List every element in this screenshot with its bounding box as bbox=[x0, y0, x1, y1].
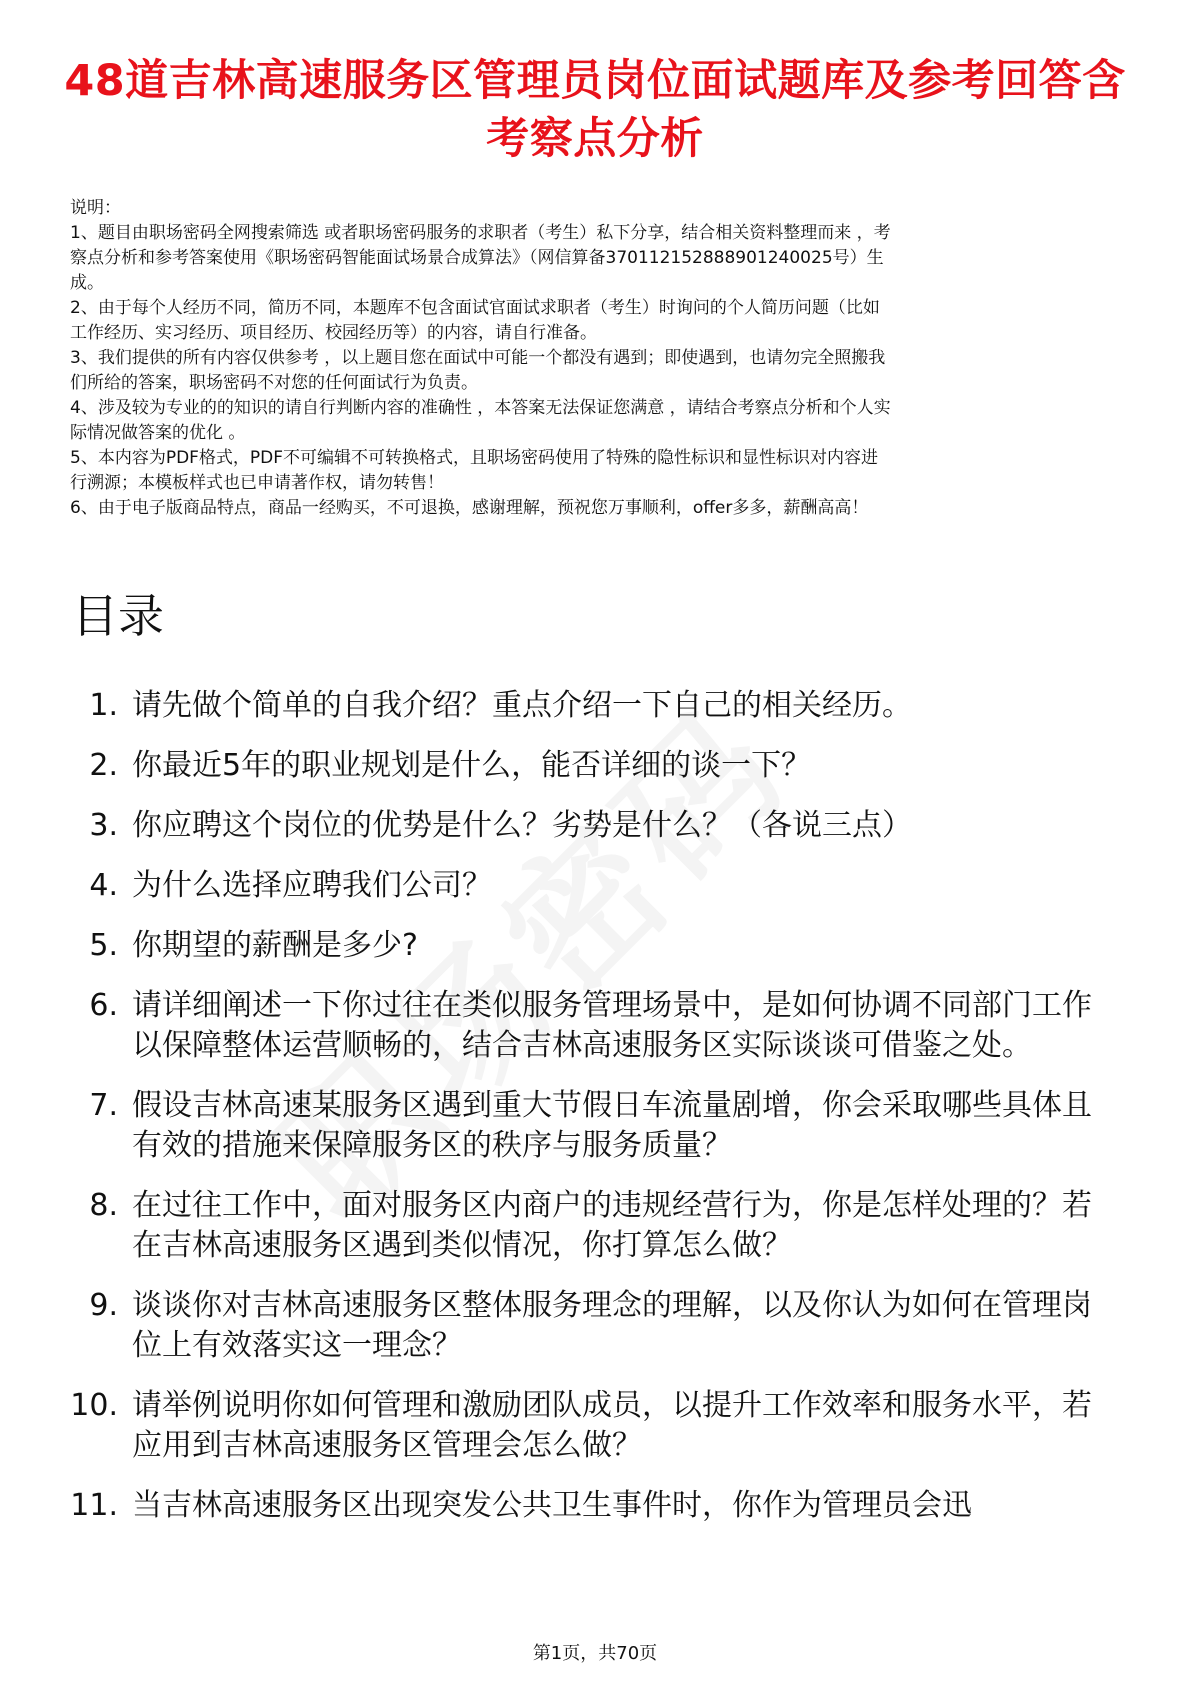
notes-line: 行溯源；本模板样式也已申请著作权，请勿转售！ bbox=[70, 473, 444, 493]
toc-item[interactable] bbox=[60, 746, 1120, 786]
toc-item-text: 谈谈你对吉林高速服务区整体服务理念的理解，以及你认为如何在管理岗位上有效落实这一理念？ bbox=[132, 1288, 1092, 1363]
toc-item-number: 7. bbox=[89, 1088, 118, 1123]
toc-item[interactable] bbox=[60, 1186, 1120, 1266]
toc-item-number: 3. bbox=[89, 808, 118, 843]
notes-line: 们所给的答案，职场密码不对您的任何面试行为负责。 bbox=[70, 373, 478, 393]
toc-item-number: 10. bbox=[70, 1388, 118, 1423]
toc-item-text: 当吉林高速服务区出现突发公共卫生事件时，你作为管理员会迅 bbox=[132, 1488, 972, 1523]
toc-item[interactable] bbox=[60, 1286, 1120, 1366]
notes-section bbox=[70, 196, 1115, 521]
notes-line: 察点分析和参考答案使用《职场密码智能面试场景合成算法》（网信算备370112152888901240025号）生 bbox=[70, 248, 884, 268]
notes-line: 2、由于每个人经历不同，简历不同，本题库不包含面试官面试求职者（考生）时询问的个人简历问题（比如 bbox=[70, 298, 880, 318]
toc-item-text: 你最近5年的职业规划是什么，能否详细的谈一下？ bbox=[132, 748, 812, 783]
toc-item[interactable] bbox=[60, 866, 1120, 906]
toc-item-text: 请先做个简单的自我介绍？重点介绍一下自己的相关经历。 bbox=[132, 688, 912, 723]
notes-line: 5、本内容为PDF格式，PDF不可编辑不可转换格式，且职场密码使用了特殊的隐性标识和显性标识对内容进 bbox=[70, 448, 879, 468]
toc-item-text: 在过往工作中，面对服务区内商户的违规经营行为，你是怎样处理的？若在吉林高速服务区遇到类似情况，你打算怎么做？ bbox=[132, 1188, 1092, 1263]
toc-item-number: 8. bbox=[89, 1188, 118, 1223]
toc-item[interactable] bbox=[60, 1486, 1120, 1526]
toc-item-number: 5. bbox=[89, 928, 118, 963]
page-footer: 第1页，共70页 bbox=[532, 1643, 658, 1664]
toc-item[interactable] bbox=[60, 1386, 1120, 1466]
notes-line: 成。 bbox=[70, 273, 104, 293]
toc-item-text: 假设吉林高速某服务区遇到重大节假日车流量剧增，你会采取哪些具体且有效的措施来保障服务区的秩序与服务质量？ bbox=[132, 1088, 1092, 1163]
toc-item-number: 6. bbox=[89, 988, 118, 1023]
notes-line: 4、涉及较为专业的的知识的请自行判断内容的准确性 ，本答案无法保证您满意 ，请结合考察点分析和个人实 bbox=[70, 398, 891, 418]
notes-line: 工作经历、实习经历、项目经历、校园经历等）的内容，请自行准备。 bbox=[70, 323, 597, 343]
toc-item[interactable] bbox=[60, 986, 1120, 1066]
toc-item-number: 1. bbox=[89, 688, 118, 723]
toc-item-text: 请详细阐述一下你过往在类似服务管理场景中，是如何协调不同部门工作以保障整体运营顺畅的，结合吉林高速服务区实际谈谈可借鉴之处。 bbox=[132, 988, 1092, 1063]
toc-heading: 目录 bbox=[72, 589, 164, 643]
toc-item-text: 你应聘这个岗位的优势是什么？劣势是什么？（各说三点） bbox=[132, 808, 912, 843]
toc-item-number: 11. bbox=[70, 1488, 118, 1523]
notes-heading: 说明： bbox=[70, 198, 121, 218]
page-title: 48道吉林高速服务区管理员岗位面试题库及参考回答含考察点分析 bbox=[64, 56, 1126, 164]
notes-line: 1、题目由职场密码全网搜索筛选 或者职场密码服务的求职者（考生）私下分享，结合相关资料整理而来 ，考 bbox=[70, 223, 891, 243]
toc-item-text: 请举例说明你如何管理和激励团队成员，以提升工作效率和服务水平，若应用到吉林高速服务区管理会怎么做？ bbox=[132, 1388, 1092, 1463]
toc-item[interactable] bbox=[60, 806, 1120, 846]
notes-line: 际情况做答案的优化 。 bbox=[70, 423, 246, 443]
toc-list bbox=[60, 686, 1120, 1546]
toc-item[interactable] bbox=[60, 1086, 1120, 1166]
toc-item-number: 4. bbox=[89, 868, 118, 903]
notes-line: 6、由于电子版商品特点，商品一经购买，不可退换，感谢理解，预祝您万事顺利，offer多多，薪酬高高！ bbox=[70, 498, 869, 518]
toc-item-number: 9. bbox=[89, 1288, 118, 1323]
notes-line: 3、我们提供的所有内容仅供参考 ，以上题目您在面试中可能一个都没有遇到；即使遇到，也请勿完全照搬我 bbox=[70, 348, 886, 368]
toc-item-text: 为什么选择应聘我们公司？ bbox=[132, 868, 492, 903]
toc-item[interactable] bbox=[60, 686, 1120, 726]
toc-item-text: 你期望的薪酬是多少? bbox=[132, 928, 418, 963]
toc-item[interactable] bbox=[60, 926, 1120, 966]
toc-item-number: 2. bbox=[89, 748, 118, 783]
